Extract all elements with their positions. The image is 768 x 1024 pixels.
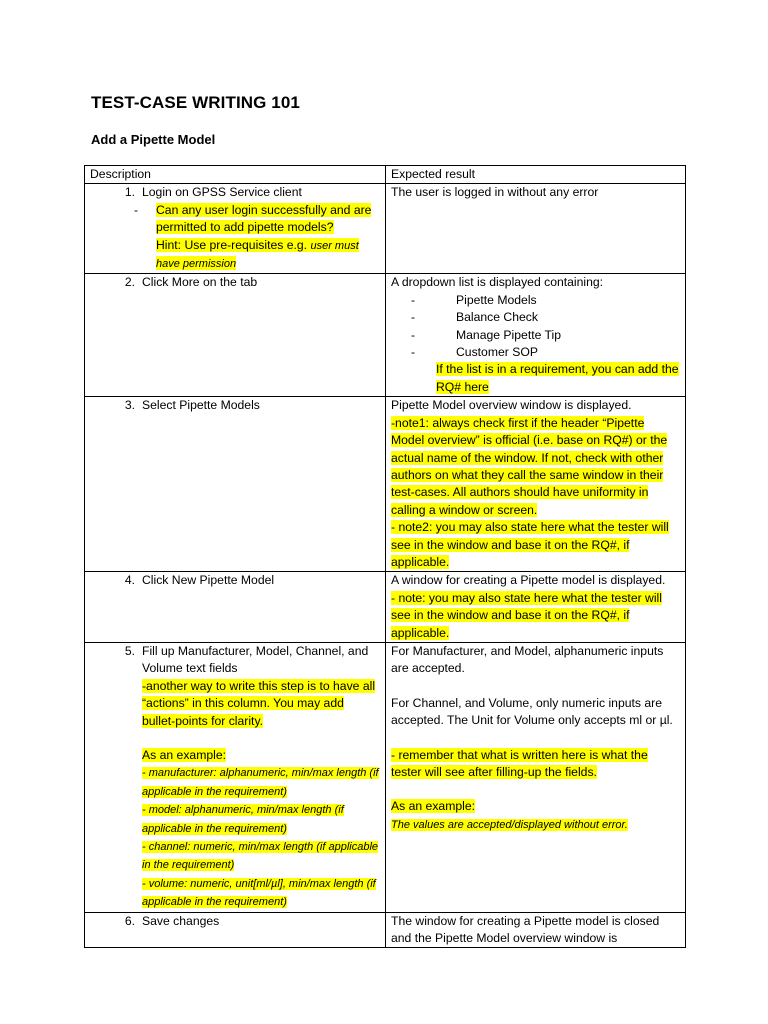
- description-cell: [85, 184, 386, 274]
- description-cell: [85, 912, 386, 948]
- highlighted-note: - note: you may also state here what the tester will see in the window and base it on the RQ#, if applicable.: [391, 590, 662, 640]
- result-paragraph-2: For Channel, and Volume, only numeric inputs are accepted. The Unit for Volume only accepts ml or µl.: [391, 695, 673, 728]
- table-row: [85, 274, 686, 397]
- expected-result-cell: [386, 572, 686, 643]
- description-cell: [85, 274, 386, 397]
- result-paragraph-1: For Manufacturer, and Model, alphanumeric inputs are accepted.: [391, 643, 664, 676]
- description-cell: [85, 397, 386, 572]
- step-text: Click More on the tab: [142, 275, 258, 290]
- step-text: Select Pipette Models: [142, 398, 260, 413]
- table-row: [85, 184, 686, 274]
- step-number: 3.: [124, 398, 135, 413]
- header-description: Description: [85, 166, 386, 184]
- example-line: - model: alphanumeric, min/max length (if applicable in the requirement): [142, 804, 344, 835]
- result-text: The window for creating a Pipette model is closed and the Pipette Model overview window is: [391, 913, 660, 946]
- document-title: TEST-CASE WRITING 101: [91, 93, 300, 112]
- list-item: - Customer SOP: [411, 345, 538, 360]
- example-line: - channel: numeric, min/max length (if applicable in the requirement): [142, 841, 379, 872]
- highlighted-question: Can any user login successfully and are permitted to add pipette models?: [156, 202, 372, 235]
- expected-result-cell: [386, 912, 686, 948]
- highlighted-note: - remember that what is written here is what the tester will see after filling-up the fields.: [391, 747, 648, 779]
- description-cell: [85, 572, 386, 643]
- example-label: As an example:: [142, 748, 227, 762]
- example-line: - manufacturer: alphanumeric, min/max length (if applicable in the requirement): [142, 767, 379, 798]
- example-line: - volume: numeric, unit[ml/µl], min/max length (if applicable in the requirement): [142, 877, 376, 909]
- table-row: [85, 397, 686, 572]
- list-item: - Manage Pipette Tip: [411, 327, 562, 342]
- step-number: 4.: [124, 573, 135, 588]
- example-result: The values are accepted/displayed without error.: [391, 818, 628, 831]
- expected-result-cell: [386, 274, 686, 397]
- table-header-row: [85, 166, 686, 184]
- example-label: As an example:: [391, 799, 476, 814]
- section-heading: Add a Pipette Model: [91, 132, 216, 147]
- step-number: 1.: [124, 185, 135, 200]
- step-text: Fill up Manufacturer, Model, Channel, and Volume text fields: [142, 643, 369, 676]
- expected-result-cell: [386, 184, 686, 274]
- step-text: Click New Pipette Model: [142, 573, 275, 588]
- hint-text: Hint: Use pre-requisites e.g.: [156, 237, 308, 252]
- result-text: A window for creating a Pipette model is displayed.: [391, 573, 666, 588]
- header-expected-result: Expected result: [386, 166, 686, 184]
- table-row: [85, 572, 686, 643]
- highlighted-note: -another way to write this step is to have all “actions” in this column. You may add bullet-points for clarity.: [142, 678, 376, 728]
- step-number: 6.: [124, 913, 135, 928]
- highlighted-note: If the list is in a requirement, you can add the RQ# here: [436, 362, 679, 394]
- list-item: - Balance Check: [411, 310, 538, 325]
- result-text: Pipette Model overview window is displayed.: [391, 398, 632, 413]
- table-row: [85, 642, 686, 912]
- highlighted-note-2: - note2: you may also state here what the tester will see in the window and base it on the RQ#, if applicable.: [391, 520, 669, 569]
- hint-italic: user must have permission: [156, 239, 359, 271]
- description-cell: [85, 642, 386, 912]
- list-item: - Pipette Models: [411, 292, 537, 307]
- step-text: Login on GPSS Service client: [142, 185, 302, 200]
- result-text: A dropdown list is displayed containing:: [391, 275, 604, 290]
- step-number: 5.: [124, 643, 135, 658]
- test-case-table: [84, 165, 686, 948]
- dropdown-items-list: [391, 292, 680, 362]
- step-text: Save changes: [142, 913, 220, 928]
- sub-bullet: -: [133, 202, 138, 217]
- step-number: 2.: [124, 275, 135, 290]
- expected-result-cell: [386, 642, 686, 912]
- highlighted-note-1: -note1: always check first if the header “Pipette Model overview” is official (i.e. base on RQ#) or the actual name of the window. If not, check with other authors on what they call the same window in their test-cases. All authors should have uniformity in calling a window or screen.: [391, 415, 668, 517]
- table-row: [85, 912, 686, 948]
- expected-result-cell: [386, 397, 686, 572]
- result-text: The user is logged in without any error: [391, 185, 599, 200]
